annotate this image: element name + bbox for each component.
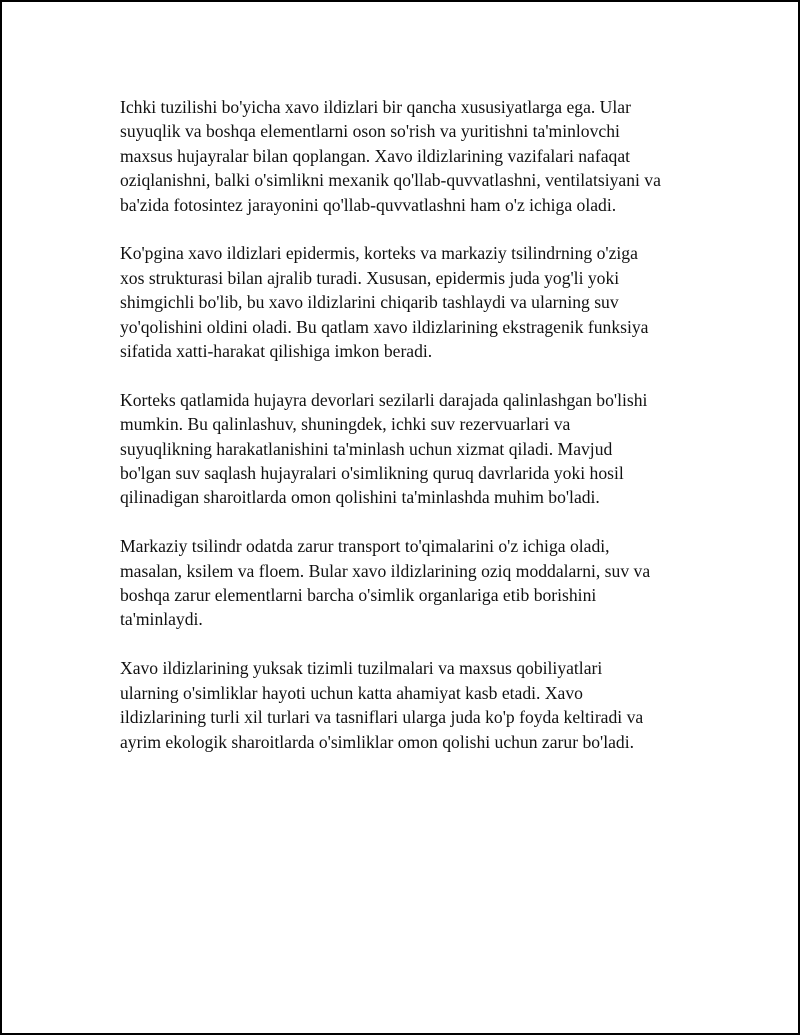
paragraph-line: shimgichli bo'lib, bu xavo ildizlarini chiqarib tashlaydi va ularning suv <box>120 292 619 313</box>
paragraph-1 <box>120 95 700 217</box>
paragraph-line: Ichki tuzilishi bo'yicha xavo ildizlari bir qancha xususiyatlarga ega. Ular <box>120 97 631 117</box>
paragraph-5 <box>120 656 700 754</box>
paragraph-line: Ko'pgina xavo ildizlari epidermis, korteks va markaziy tsilindrning o'ziga <box>120 243 638 264</box>
paragraph-line: suyuqlik va boshqa elementlarni oson so'rish va yuritishni ta'minlovchi <box>120 121 620 142</box>
paragraph-line: ba'zida fotosintez jarayonini qo'llab-quvvatlashni ham o'z ichiga oladi. <box>120 194 617 215</box>
paragraph-line: Korteks qatlamida hujayra devorlari sezilarli darajada qalinlashgan bo'lishi <box>120 389 648 410</box>
paragraph-line: ularning o'simliklar hayoti uchun katta ahamiyat kasb etadi. Xavo <box>120 682 583 703</box>
paragraph-line: ildizlarining turli xil turlari va tasniflari ularga juda ko'p foyda keltiradi va <box>120 707 644 728</box>
paragraph-line: xos strukturasi bilan ajralib turadi. Xususan, epidermis juda yog'li yoki <box>120 267 620 288</box>
paragraph-line: sifatida xatti-harakat qilishiga imkon beradi. <box>120 341 433 362</box>
paragraph-line: Xavo ildizlarining yuksak tizimli tuzilmalari va maxsus qobiliyatlari <box>120 658 603 679</box>
paragraph-2 <box>120 241 700 363</box>
document-body <box>120 95 700 778</box>
paragraph-line: bo'lgan suv saqlash hujayralari o'simlikning quruq davrlarida yoki hosil <box>120 463 624 484</box>
paragraph-3 <box>120 388 700 510</box>
paragraph-line: yo'qolishini oldini oladi. Bu qatlam xavo ildizlarining ekstragenik funksiya <box>120 316 649 337</box>
paragraph-line: mumkin. Bu qalinlashuv, shuningdek, ichki suv rezervuarlari va <box>120 414 571 435</box>
paragraph-line: qilinadigan sharoitlarda omon qolishini ta'minlashda muhim bo'ladi. <box>120 487 600 508</box>
paragraph-line: oziqlanishni, balki o'simlikni mexanik qo'llab-quvvatlashni, ventilatsiyani va <box>120 170 661 191</box>
paragraph-line: masalan, ksilem va floem. Bular xavo ildizlarining oziq moddalarni, suv va <box>120 560 651 581</box>
paragraph-line: boshqa zarur elementlarni barcha o'simlik organlariga etib borishini <box>120 585 597 606</box>
paragraph-line: ta'minlaydi. <box>120 609 203 630</box>
paragraph-line: suyuqlikning harakatlanishini ta'minlash uchun xizmat qiladi. Mavjud <box>120 438 613 459</box>
paragraph-line: maxsus hujayralar bilan qoplangan. Xavo ildizlarining vazifalari nafaqat <box>120 145 631 166</box>
paragraph-line: ayrim ekologik sharoitlarda o'simliklar omon qolishi uchun zarur bo'ladi. <box>120 731 635 752</box>
paragraph-line: Markaziy tsilindr odatda zarur transport to'qimalarini o'z ichiga oladi, <box>120 536 610 557</box>
paragraph-4 <box>120 534 700 632</box>
